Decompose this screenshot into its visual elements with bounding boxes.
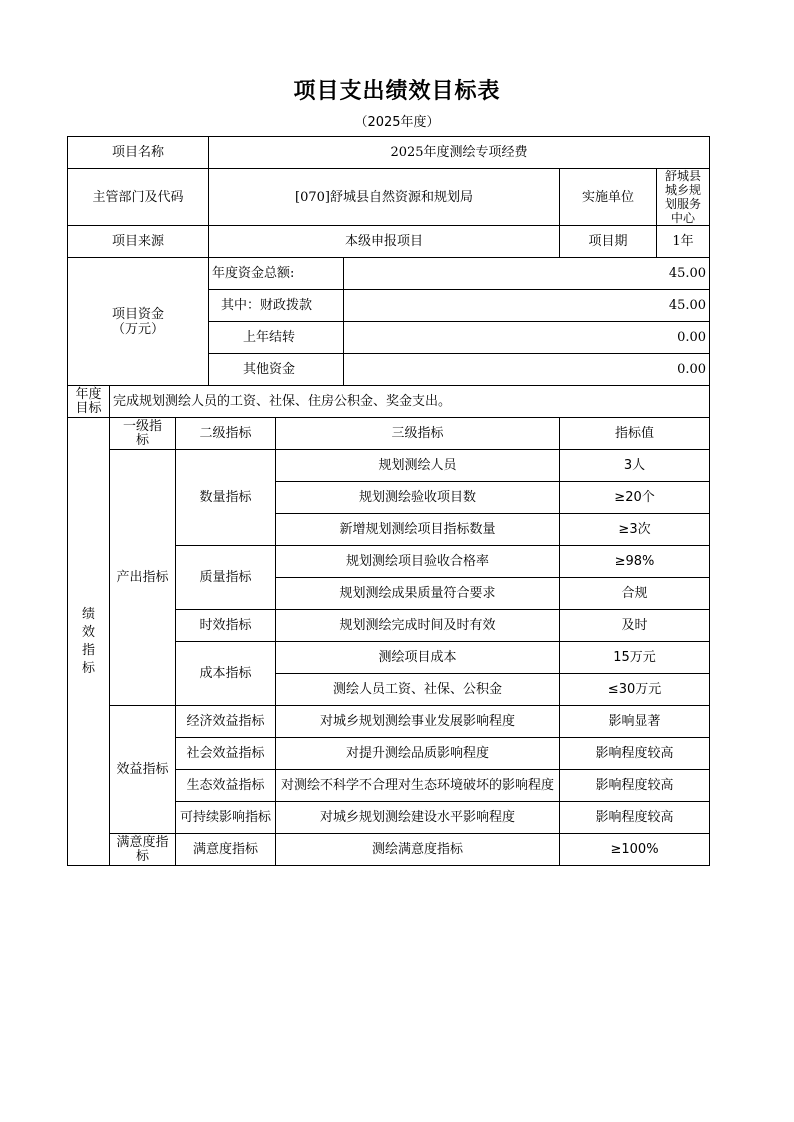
funds-total-label: 年度资金总额: <box>209 258 344 290</box>
performance-indicator-label <box>68 418 110 866</box>
project-name-label: 项目名称 <box>68 137 209 169</box>
row-department <box>68 169 710 226</box>
header-level3: 三级指标 <box>276 418 560 450</box>
funds-carryover-value: 0.00 <box>344 322 710 354</box>
indicator-level3: 测绘人员工资、社保、公积金 <box>276 674 560 706</box>
perf-char-1: 绩 <box>81 606 95 622</box>
indicator-value: 影响程度较高 <box>560 738 710 770</box>
benefit-level2: 社会效益指标 <box>176 738 276 770</box>
year-subtitle: （2025年度） <box>354 115 440 130</box>
indicator-value: ≤30万元 <box>560 674 710 706</box>
row-project-name <box>68 137 710 169</box>
indicator-header-row <box>68 418 710 450</box>
period-value: 1年 <box>657 226 710 258</box>
timeliness-level2: 时效指标 <box>176 610 276 642</box>
header-level2: 二级指标 <box>176 418 276 450</box>
satisfaction-level2: 满意度指标 <box>176 834 276 866</box>
indicator-level3: 测绘满意度指标 <box>276 834 560 866</box>
indicator-value: 影响程度较高 <box>560 802 710 834</box>
indicator-level3: 规划测绘验收项目数 <box>276 482 560 514</box>
satisfaction-level1: 满意度指标 <box>110 834 176 866</box>
header-value: 指标值 <box>560 418 710 450</box>
indicator-value: 及时 <box>560 610 710 642</box>
quantity-level2: 数量指标 <box>176 450 276 546</box>
row-annual-target <box>68 386 710 418</box>
funds-fiscal-value: 45.00 <box>344 290 710 322</box>
indicator-row <box>68 834 710 866</box>
funds-row <box>68 258 710 290</box>
indicator-level3: 对城乡规划测绘事业发展影响程度 <box>276 706 560 738</box>
funds-label <box>68 258 209 386</box>
perf-char-4: 标 <box>81 660 95 676</box>
indicator-level3: 测绘项目成本 <box>276 642 560 674</box>
perf-char-3: 指 <box>81 642 95 658</box>
indicator-value: ≥100% <box>560 834 710 866</box>
indicator-value: 15万元 <box>560 642 710 674</box>
benefit-level2: 生态效益指标 <box>176 770 276 802</box>
period-label: 项目期 <box>560 226 657 258</box>
indicator-level3: 规划测绘完成时间及时有效 <box>276 610 560 642</box>
output-level1: 产出指标 <box>110 450 176 706</box>
funds-other-label: 其他资金 <box>209 354 344 386</box>
benefit-level2: 经济效益指标 <box>176 706 276 738</box>
quality-level2: 质量指标 <box>176 546 276 610</box>
funds-unit-text: （万元） <box>111 321 164 337</box>
annual-target-label-line1: 年度 <box>75 386 102 402</box>
indicator-row <box>68 450 710 482</box>
indicator-value: 合规 <box>560 578 710 610</box>
indicator-level3: 新增规划测绘项目指标数量 <box>276 514 560 546</box>
indicator-level3: 规划测绘人员 <box>276 450 560 482</box>
indicator-row <box>68 706 710 738</box>
department-label: 主管部门及代码 <box>68 169 209 226</box>
indicator-value: 影响显著 <box>560 706 710 738</box>
indicator-level3: 对测绘不科学不合理对生态环境破坏的影响程度 <box>276 770 560 802</box>
annual-target-label-line2: 目标 <box>75 400 102 416</box>
indicator-level3: 规划测绘成果质量符合要求 <box>276 578 560 610</box>
implementer-value: 舒城县城乡规划服务中心 <box>657 169 710 226</box>
funds-total-value: 45.00 <box>344 258 710 290</box>
cost-level2: 成本指标 <box>176 642 276 706</box>
indicator-value: 3人 <box>560 450 710 482</box>
indicator-level3: 规划测绘项目验收合格率 <box>276 546 560 578</box>
annual-target-text: 完成规划测绘人员的工资、社保、住房公积金、奖金支出。 <box>110 386 710 418</box>
funds-fiscal-label: 其中：财政拨款 <box>209 290 344 322</box>
header-level1: 一级指标 <box>110 418 176 450</box>
row-source <box>68 226 710 258</box>
funds-carryover-label: 上年结转 <box>209 322 344 354</box>
page-title: 项目支出绩效目标表 <box>293 79 501 104</box>
indicator-value: ≥3次 <box>560 514 710 546</box>
indicator-level3: 对城乡规划测绘建设水平影响程度 <box>276 802 560 834</box>
perf-char-2: 效 <box>81 624 95 640</box>
source-label: 项目来源 <box>68 226 209 258</box>
department-value: [070]舒城县自然资源和规划局 <box>209 169 560 226</box>
indicator-value: ≥20个 <box>560 482 710 514</box>
indicator-value: ≥98% <box>560 546 710 578</box>
funds-label-text: 项目资金 <box>111 306 164 322</box>
benefit-level2: 可持续影响指标 <box>176 802 276 834</box>
indicator-level3: 对提升测绘品质影响程度 <box>276 738 560 770</box>
source-value: 本级申报项目 <box>209 226 560 258</box>
annual-target-label <box>68 386 110 418</box>
indicator-value: 影响程度较高 <box>560 770 710 802</box>
benefit-level1: 效益指标 <box>110 706 176 834</box>
implementer-label: 实施单位 <box>560 169 657 226</box>
funds-other-value: 0.00 <box>344 354 710 386</box>
performance-target-table <box>67 136 710 866</box>
project-name-value: 2025年度测绘专项经费 <box>209 137 710 169</box>
